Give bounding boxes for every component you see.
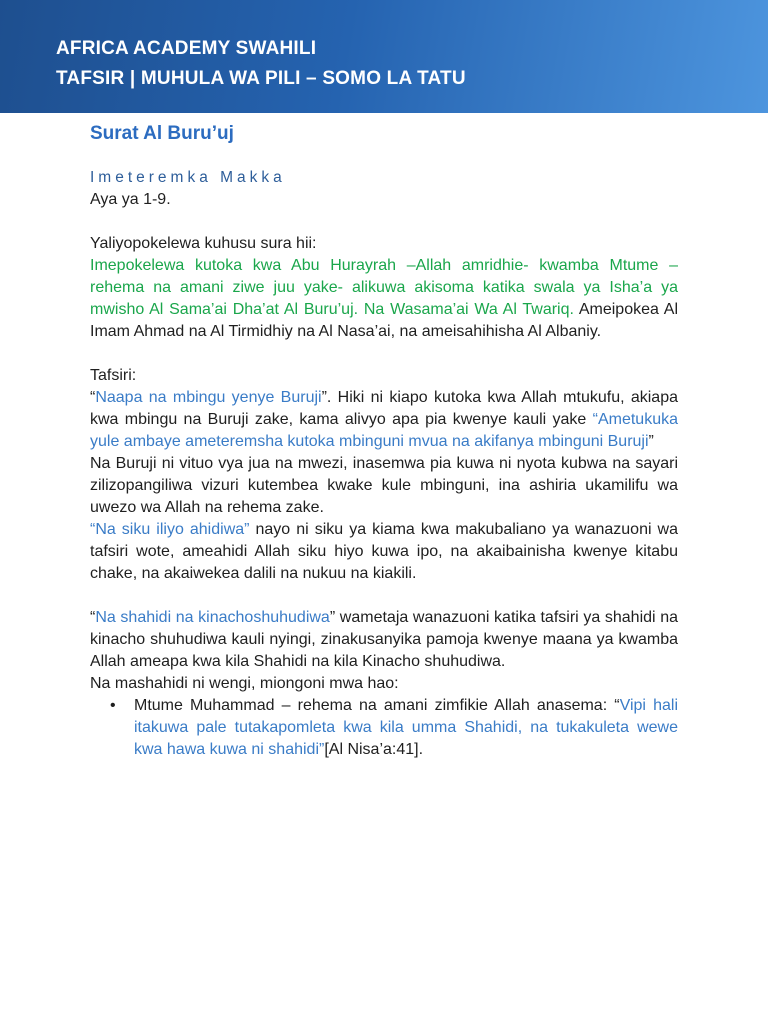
- quote-open: “: [90, 609, 96, 626]
- tafsiri-heading: Tafsiri:: [90, 367, 137, 384]
- spacer: [90, 343, 678, 365]
- bullet-icon: •: [110, 697, 116, 714]
- revelation-place: Imeteremka Makka: [90, 169, 286, 186]
- surah-title: Surat Al Buru’uj: [90, 123, 234, 144]
- verse-range: Aya ya 1-9.: [90, 191, 171, 208]
- verse-quote: Vipi hali itakuwa pale tutakapomleta kwa kila umma Shahidi, na tukakuleta wewe kwa hawa kuwa ni shahidi”: [134, 697, 678, 758]
- spacer: [90, 585, 678, 607]
- paragraph-verse-1: [90, 387, 678, 453]
- header-subtitle-prefix: TAFSIR | MUHULA WA PILI –: [56, 68, 323, 89]
- paragraph-text: nayo ni siku ya kiama kwa makubaliano ya wanazuoni wa tafsiri wote, ameahidi Allah siku hiyo kuwa ipo, na akaibainisha kwenye kitabu chake, na akaiwekea dalili na nukuu na kiakili.: [90, 521, 679, 582]
- paragraph-text: ” wametaja wanazuoni katika tafsiri ya shahidi na kinacho shuhudiwa kauli nyingi, zinakusanyika pamoja kwenye maana ya kwamba Allah ameapa kwa kila Shahidi na kila Kinacho shuhudiwa.: [90, 609, 679, 670]
- paragraph-buruji: Na Buruji ni vituo vya jua na mwezi, inasemwa pia kuwa ni nyota kubwa na sayari zilizopangiliwa vizuri kutembea kwake kule mbinguni, ina ashiria ukamilifu wa uwezo wa Allah na rehema zake.: [90, 455, 678, 516]
- paragraph-verse-3: [90, 607, 678, 673]
- list-item-text: Mtume Muhammad – rehema na amani zimfikie Allah anasema: “: [134, 697, 620, 714]
- verse-quote: “Na siku iliyo ahidiwa”: [90, 521, 250, 538]
- spacer: [90, 211, 678, 233]
- verse-quote: Naapa na mbingu yenye Buruji: [95, 389, 322, 406]
- paragraph-verse-2: [90, 519, 678, 585]
- narration-paragraph: [90, 255, 678, 343]
- narration-hadith: Imepokelewa kutoka kwa Abu Hurayrah –Allah amridhie- kwamba Mtume – rehema na amani ziwe juu yake- alikuwa akisoma katika swala ya Isha’a ya mwisho Al Sama’ai Dha’at Al Buru’uj. Na Wasama’ai Wa Al Twariq.: [90, 257, 678, 318]
- narration-source: Ameipokea Al Imam Ahmad na Al Tirmidhiy na Al Nasa’ai, na ameisahihisha Al Albaniy.: [90, 301, 678, 340]
- paragraph-text: ”. Hiki ni kiapo kutoka kwa Allah mtukufu, akiapa kwa mbingu na Buruji zake, kama alivyo apa pia kwenye kauli yake: [90, 389, 678, 428]
- verse-reference: [Al Nisa’a:41].: [324, 741, 424, 758]
- header-lesson: SOMO LA TATU: [322, 68, 466, 89]
- narration-heading: Yaliyopokelewa kuhusu sura hii:: [90, 235, 317, 252]
- verse-quote: Na shahidi na kinachoshuhudiwa: [95, 609, 330, 626]
- document-header: [0, 0, 768, 113]
- header-title: AFRICA ACADEMY SWAHILI: [56, 38, 317, 59]
- list-item: [110, 695, 678, 761]
- quote-close: ”: [648, 433, 654, 450]
- witness-list: [90, 695, 678, 761]
- document-body: [0, 113, 768, 761]
- verse-quote: “Ametukuka yule ambaye ameteremsha kutoka mbinguni mvua na akifanya mbinguni Buruji: [90, 411, 678, 450]
- header-subtitle: [56, 64, 768, 94]
- quote-open: “: [90, 389, 96, 406]
- paragraph-witnesses: Na mashahidi ni wengi, miongoni mwa hao:: [90, 675, 399, 692]
